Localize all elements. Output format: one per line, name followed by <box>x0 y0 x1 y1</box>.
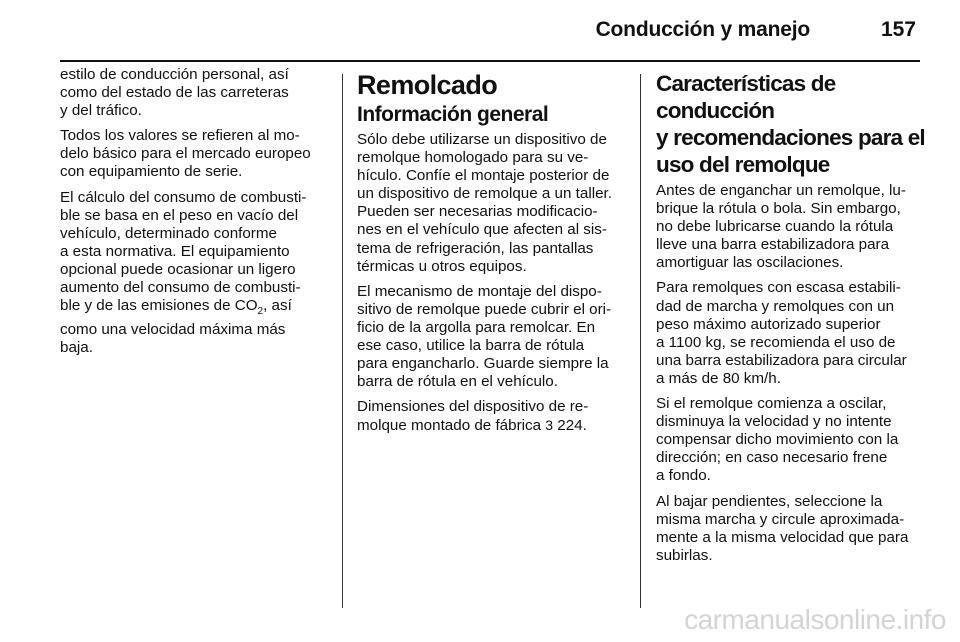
paragraph-base-model <box>60 127 330 181</box>
text-line: ble se basa en el peso en vacío del <box>60 206 299 224</box>
heading-line: y recomendaciones para el <box>656 125 925 150</box>
header-divider <box>60 60 920 62</box>
text-line: Si el remolque comienza a oscilar, <box>656 395 887 413</box>
text-line: disminuya la velocidad y no intente <box>656 413 892 431</box>
text-line: nes en el vehículo que afecten al sis- <box>357 221 607 239</box>
text-line: ficio de la argolla para remolcar. En <box>357 318 596 336</box>
text-line: y del tráfico. <box>60 102 142 120</box>
section-heading <box>656 70 926 178</box>
text-line: mente a la misma velocidad que para <box>656 528 909 546</box>
paragraph-stabilizer <box>656 279 926 388</box>
text-line: un dispositivo de remolque a un taller. <box>357 185 612 203</box>
text-line: hículo. Confíe el montaje posterior de <box>357 167 610 185</box>
heading-line: Características de <box>656 71 836 96</box>
text-line: vehículo, determinado conforme <box>60 224 277 242</box>
text-line: ese caso, utilice la barra de rótula <box>357 337 585 355</box>
text-line: subirlas. <box>656 546 713 564</box>
column-divider-left <box>342 74 343 608</box>
text-line: aumento del consumo de combusti- <box>60 279 301 297</box>
text-line: una barra estabilizadora para circular <box>656 351 907 369</box>
text-line: tema de refrigeración, las pantallas <box>357 239 594 257</box>
page-reference-icon: 3 <box>545 417 554 434</box>
paragraph-approved-device <box>357 131 624 276</box>
text-line: dirección; en caso necesario frene <box>656 449 888 467</box>
page-reference-link[interactable] <box>545 417 587 434</box>
text-line: brique la rótula o bola. Sin embargo, <box>656 200 901 218</box>
column-middle <box>357 70 624 443</box>
text-line: amortiguar las oscilaciones. <box>656 254 844 272</box>
text-line: Sólo debe utilizarse un dispositivo de <box>357 131 607 148</box>
paragraph-driving-style <box>60 66 330 120</box>
text-line: a esta normativa. El equipamiento <box>60 242 290 260</box>
text-line: remolque homologado para su ve- <box>357 149 589 167</box>
text-line: dad de marcha y remolques con un <box>656 297 895 315</box>
paragraph-lubrication <box>656 182 926 272</box>
paragraph-fuel-consumption <box>60 189 330 358</box>
running-title: Conducción y manejo <box>595 18 810 41</box>
text-line: barra de rótula en el vehículo. <box>357 373 558 391</box>
paragraph-downhill <box>656 493 926 565</box>
text-line: molque montado de fábrica <box>357 417 546 435</box>
text-line: Todos los valores se refieren al mo- <box>60 127 300 145</box>
text-line: opcional puede ocasionar un ligero <box>60 260 296 278</box>
page-number: 157 <box>880 18 916 41</box>
paragraph-towing-eye <box>357 283 624 392</box>
text-line: Para remolques con escasa estabili- <box>656 279 901 297</box>
text-line: peso máximo autorizado superior <box>656 315 881 333</box>
text-line: para engancharlo. Guarde siempre la <box>357 355 609 373</box>
text-line: Pueden ser necesarias modificacio- <box>357 203 598 221</box>
text-line: sitivo de remolque puede cubrir el ori- <box>357 300 612 318</box>
text-line: baja. <box>60 339 93 357</box>
co2-subscript: 2 <box>257 306 264 318</box>
text-line: a fondo. <box>656 467 711 485</box>
text-line: como del estado de las carreteras <box>60 84 289 102</box>
text-line: lleve una barra estabilizadora para <box>656 236 890 254</box>
text-line: a más de 80 km/h. <box>656 369 781 387</box>
text-line: como una velocidad máxima más <box>60 321 286 339</box>
paragraph-oscillation <box>656 395 926 485</box>
text-line: térmicas u otros equipos. <box>357 257 527 275</box>
watermark: carmanualsonline.info <box>684 604 946 635</box>
column-right <box>656 70 926 572</box>
subsection-heading: Información general <box>357 103 549 126</box>
text-line: con equipamiento de serie. <box>60 163 243 181</box>
text-line: no debe lubricarse cuando la rótula <box>656 218 894 236</box>
text-line: delo básico para el mercado europeo <box>60 145 311 163</box>
text-line: Dimensiones del dispositivo de re- <box>357 398 589 416</box>
text-line: ble y de las emisiones de CO <box>60 297 258 315</box>
text-line: misma marcha y circule aproximada- <box>656 510 905 528</box>
heading-line: uso del remolque <box>656 152 830 177</box>
text-line: compensar dicho movimiento con la <box>656 431 899 449</box>
heading-line: conducción <box>656 98 775 123</box>
page-reference-number: 224. <box>553 417 587 435</box>
text-line: estilo de conducción personal, así <box>60 66 289 83</box>
paragraph-dimensions <box>357 398 624 435</box>
text-line: Antes de enganchar un remolque, lu- <box>656 182 906 199</box>
text-line: El mecanismo de montaje del dispo- <box>357 282 602 300</box>
section-heading: Remolcado <box>357 70 498 100</box>
text-line: El cálculo del consumo de combusti- <box>60 188 307 206</box>
text-line: a 1100 kg, se recomienda el uso de <box>656 333 896 351</box>
column-left <box>60 66 330 364</box>
text-line: , así <box>263 297 292 315</box>
column-divider-right <box>640 74 641 608</box>
text-line: Al bajar pendientes, seleccione la <box>656 492 883 510</box>
